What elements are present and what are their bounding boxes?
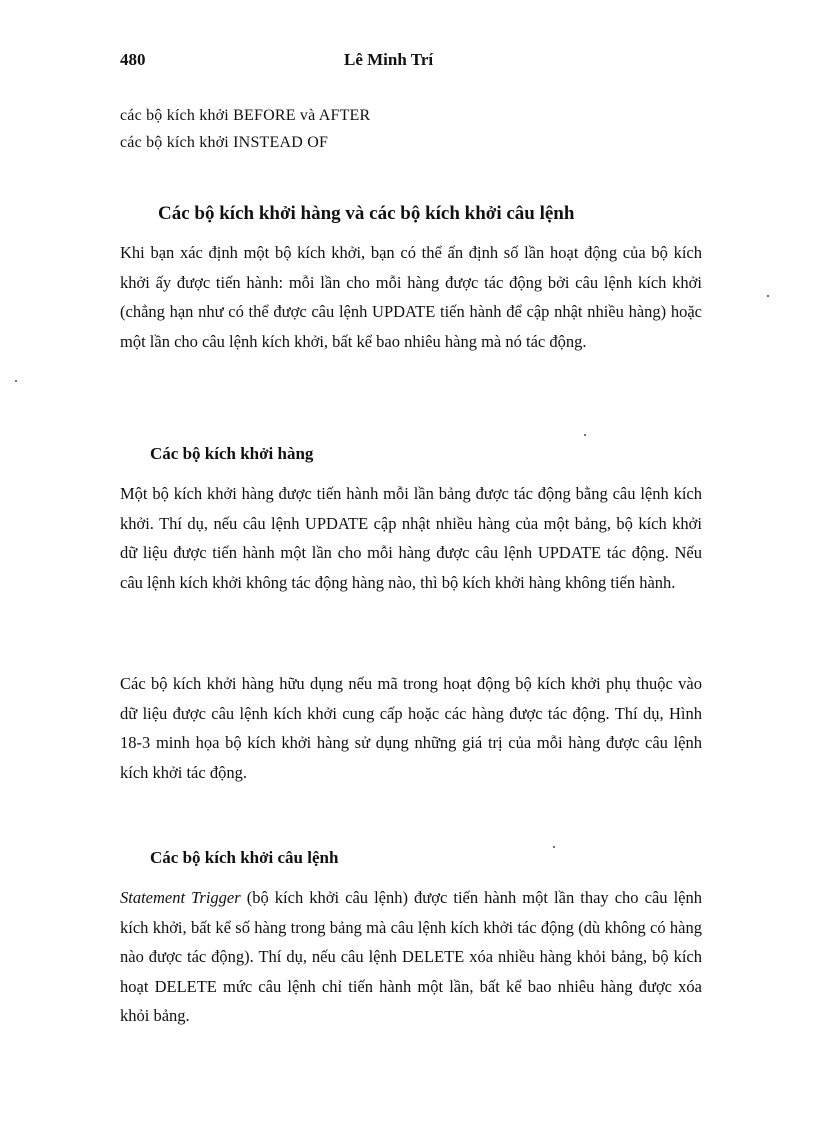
intro-list-item: các bộ kích khởi BEFORE và AFTER [120,107,371,124]
page-number: 480 [120,50,146,69]
row-triggers-paragraph-1: Một bộ kích khởi hàng được tiến hành mỗi lần bảng được tác động bằng câu lệnh kích khởi. Thí dụ, nếu câu lệnh UPDATE cập nhật nhiều hàng của một bảng, bộ kích khởi dữ liệu được tiến hành một lần cho mỗi hàng được câu lệnh UPDATE tác động. Nếu câu lệnh kích khởi không tác động hàng nào, thì bộ kích khởi hàng không tiến hành. [120,484,702,592]
running-title: Lê Minh Trí [344,50,434,69]
section-paragraph: Khi bạn xác định một bộ kích khởi, bạn có thể ấn định số lần hoạt động của bộ kích khởi ấy được tiến hành: mỗi lần cho mỗi hàng được tác động bởi câu lệnh kích khởi (chẳng hạn như có thể được câu lệnh UPDATE tiến hành để cập nhật nhiều hàng) hoặc một lần cho câu lệnh kích khởi, bất kể bao nhiêu hàng mà nó tác động. [120,243,702,351]
row-triggers-heading: Các bộ kích khởi hàng [150,444,314,463]
intro-list-item: các bộ kích khởi INSTEAD OF [120,134,329,151]
section-heading: Các bộ kích khởi hàng và các bộ kích khởi câu lệnh [158,203,575,224]
statement-trigger-term: Statement Trigger [120,888,241,907]
scan-speck [15,380,17,382]
statement-triggers-paragraph [120,883,702,1031]
statement-triggers-heading: Các bộ kích khởi câu lệnh [150,848,339,867]
page-header [120,50,700,76]
row-triggers-paragraph-2: Các bộ kích khởi hàng hữu dụng nếu mã trong hoạt động bộ kích khởi phụ thuộc vào dữ liệu được câu lệnh kích khởi cung cấp hoặc các hàng được tác động. Thí dụ, Hình 18-3 minh họa bộ kích khởi hàng sử dụng những giá trị của mỗi hàng được câu lệnh kích khởi tác động. [120,674,702,782]
scan-speck [767,295,769,297]
statement-triggers-text: (bộ kích khởi câu lệnh) được tiến hành một lần thay cho câu lệnh kích khởi, bất kể số hàng trong bảng mà câu lệnh kích khởi tác động (dù không có hàng nào được tác động). Thí dụ, nếu câu lệnh DELETE xóa nhiều hàng khỏi bảng, bộ kích hoạt DELETE mức câu lệnh chỉ tiến hành một lần, bất kể bao nhiêu hàng được xóa khỏi bảng. [120,888,702,1025]
scan-speck [553,846,555,848]
scan-speck [584,434,586,436]
